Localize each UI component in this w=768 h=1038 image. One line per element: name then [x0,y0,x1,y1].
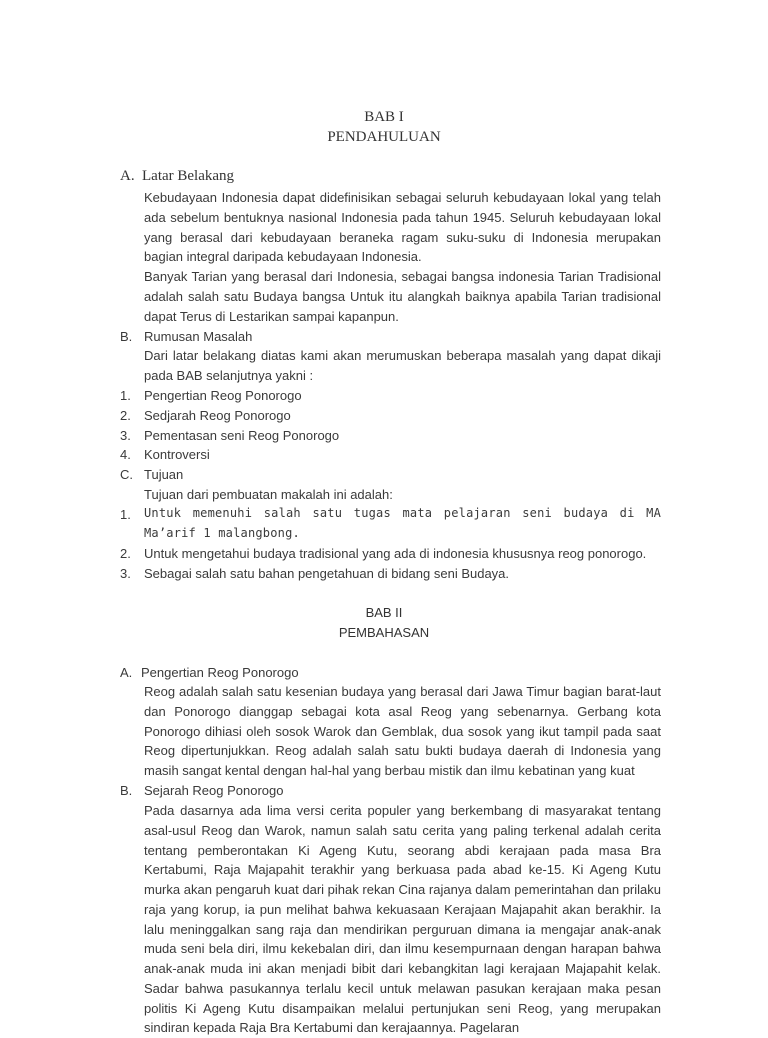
list-item: Untuk mengetahui budaya tradisional yang ada di indonesia khususnya reog ponorogo. [144,546,647,561]
section-letter: A. [120,665,133,680]
list-number: 3. [120,566,131,581]
paragraph: Tujuan dari pembuatan makalah ini adalah: [144,487,393,502]
paragraph: Reog adalah salah satu kesenian budaya yang berasal dari Jawa Timur bagian barat-laut dan Ponorogo dianggap sebagai kota asal Reog yang sebenarnya. Gerbang kota Ponorogo dihiasi oleh sosok Warok dan Gemblak, dua sosok yang ikut tampil pada saat Reog dipertunjukkan. Reog adalah salah satu bukti budaya daerah di Indonesia yang masih sangat kental dengan hal-hal yang berbau mistik dan ilmu kebatinan yang kuat [144,684,661,778]
list-number: 2. [120,408,131,423]
section-heading: Latar Belakang [142,168,235,184]
list-number: 2. [120,546,131,561]
chapter-title: PEMBAHASAN [338,625,430,640]
list-item: Sedjarah Reog Ponorogo [144,408,291,423]
list-item: Sebagai salah satu bahan pengetahuan di bidang seni Budaya. [144,566,510,581]
list-item: Pementasan seni Reog Ponorogo [144,428,340,443]
section-letter: B. [120,783,133,798]
paragraph: Pada dasarnya ada lima versi cerita populer yang berkembang di masyarakat tentang asal-usul Reog dan Warok, namun salah satu cerita yang paling terkenal adalah cerita tentang pemberontakan Ki Ageng Kutu, seorang abdi kerajaan pada masa Bra Kertabumi, Raja Majapahit terakhir yang berkuasa pada abad ke-15. Ki Ageng Kutu murka akan pengaruh kuat dari pihak rekan Cina rajanya dalam pemerintahan dan prilaku raja yang korup, ia pun melihat bahwa kekuasaan Kerajaan Majapahit akan berakhir. Ia lalu meninggalkan sang raja dan mendirikan perguruan dimana ia mengajar anak-anak muda seni bela diri, ilmu kekebalan diri, dan ilmu kesempurnaan dengan harapan bahwa anak-anak muda ini akan menjadi bibit dari kebangkitan lagi kerajaan Majapahit kelak. Sadar bahwa pasukannya terlalu kecil untuk melawan pasukan kerajaan maka pesan politis Ki Ageng Kutu disampaikan melalui pertunjukan seni Reog, yang merupakan sindiran kepada Raja Bra Kertabumi dan kerajaannya. Pagelaran [144,803,661,1036]
paragraph: Kebudayaan Indonesia dapat didefinisikan sebagai seluruh kebudayaan lokal yang telah ada sebelum bentuknya nasional Indonesia pada tahun 1945. Seluruh kebudayaan lokal yang berasal dari kebudayaan beraneka ragam suku-suku di Indonesia merupakan bagian integral daripada kebudayaan Indonesia. [144,190,661,265]
chapter-number: BAB II [365,605,403,620]
section-letter: B. [120,329,133,344]
section-heading: Rumusan Masalah [144,329,253,344]
list-item: Kontroversi [144,447,210,462]
list-number: 3. [120,428,131,443]
paragraph: Banyak Tarian yang berasal dari Indonesia, sebagai bangsa indonesia Tarian Tradisional adalah salah satu Budaya bangsa Untuk itu alangkah baiknya apabila Tarian tradisional dapat Terus di Lestarikan sampai kapanpun. [144,269,661,324]
chapter-number: BAB I [364,109,404,125]
list-number: 1. [120,388,131,403]
list-number: 4. [120,447,131,462]
list-number: 1. [120,507,131,522]
list-item: Untuk memenuhi salah satu tugas mata pelajaran seni budaya di MA Ma’arif 1 malangbong. [144,506,661,540]
section-heading: Pengertian Reog Ponorogo [141,665,299,680]
section-letter: A. [120,168,135,184]
section-heading: Sejarah Reog Ponorogo [144,783,284,798]
chapter-title: PENDAHULUAN [327,129,441,145]
section-heading: Tujuan [144,467,184,482]
section-letter: C. [120,467,133,482]
paragraph: Dari latar belakang diatas kami akan merumuskan beberapa masalah yang dapat dikaji pada BAB selanjutnya yakni : [144,348,661,383]
list-item: Pengertian Reog Ponorogo [144,388,302,403]
